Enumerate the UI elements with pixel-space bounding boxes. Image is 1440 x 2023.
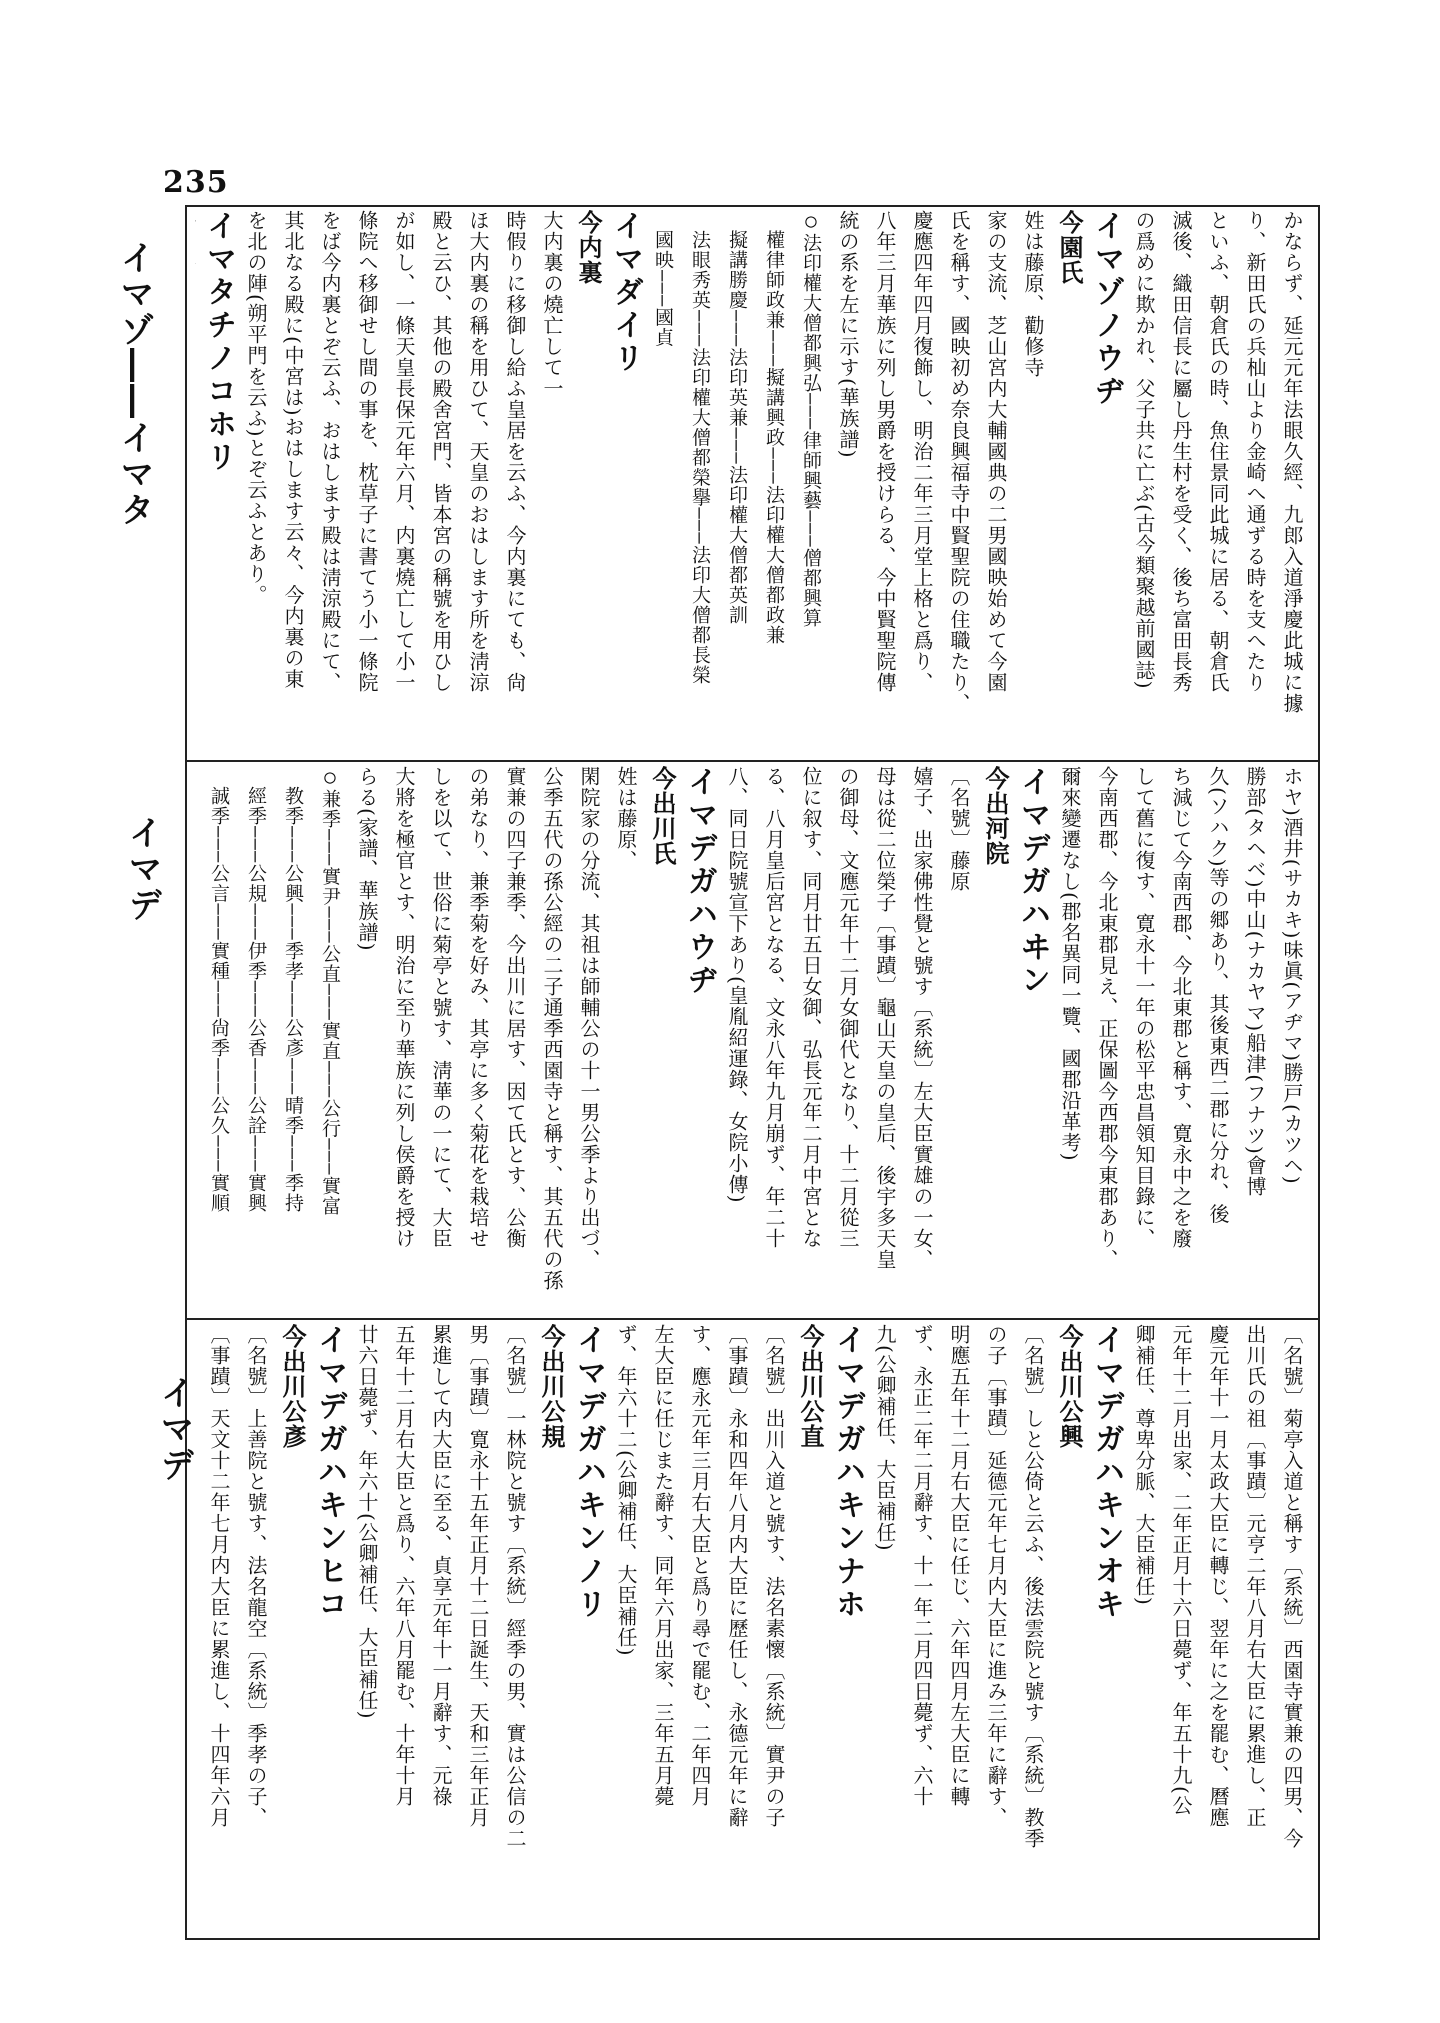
text-line: 大内裏の燒亡して一 — [540, 210, 564, 399]
genealogy-line: 誠季―――公言―――實種―――尙季―――公久―――實順 — [208, 766, 230, 1213]
text-line: 位に叙す、同月廿五日女御、弘長元年二月中宮とな — [799, 766, 823, 1249]
dictionary-entry — [348, 1324, 607, 1934]
entry-headword: イマデガハキンノリ — [571, 1324, 606, 1621]
entry-headword: イマゾノウヂ — [1089, 210, 1124, 408]
genealogy-line: ○兼季―――實尹―――公直―――實直―――公行―――實富 — [319, 766, 341, 1216]
text-line: 〔名號〕しと公倚と云ふ、後法雲院と號す〔系統〕教季 — [1021, 1324, 1045, 1849]
text-line: 男〔事蹟〕寛永十五年正月十二日誕生、天和三年正月 — [466, 1324, 490, 1828]
genealogy-line: ○法印權大僧都興弘―――律師興藝―――僧都興算 — [800, 210, 822, 628]
entry-headword: イマデガハキンヒコ — [312, 1324, 347, 1621]
text-line: 〔名號〕上善院と號す、法名龍空〔系統〕季孝の子、 — [244, 1324, 268, 1828]
text-line: る、八月皇后宮となる、文永八年九月崩ず、年二十 — [762, 766, 786, 1249]
text-line: 公季五代の孫公經の二子通季西園寺と稱す、其五代の孫 — [540, 766, 564, 1291]
text-line: 勝部(タヘベ)中山(ナカヤマ)船津(フナツ)會博 — [1243, 766, 1267, 1197]
text-line: 〔名號〕一林院と號す〔系統〕經季の男、實は公信の二 — [503, 1324, 527, 1849]
text-line: 〔名號〕菊亭入道と稱す〔系統〕西園寺實兼の四男、今 — [1280, 1324, 1304, 1849]
entry-kanji-title: 今出河院 — [981, 766, 1010, 866]
text-line: 實兼の四子兼季、今出川に居す、因て氏とす、公衡 — [503, 766, 527, 1249]
genealogy-line: 經季―――公規―――伊季―――公香―――公詮―――實興 — [245, 766, 267, 1213]
text-line: り、新田氏の兵杣山より金崎へ通ずる時を支へたり — [1243, 210, 1267, 693]
text-band-middle — [195, 766, 1310, 1312]
column-index-1: イマゾ――イマタ — [114, 240, 154, 528]
genealogy-line: 國映―――國貞 — [652, 210, 674, 348]
text-line: 八、同日院號宣下あり(皇胤紹運錄、女院小傳) — [725, 766, 749, 1204]
text-line: 卿補任、尊卑分脈、大臣補任) — [1132, 1324, 1156, 1606]
text-line: ち減じて今南西郡、今北東郡と稱す、寛永中之を廢 — [1169, 766, 1193, 1249]
text-line: の御母、文應元年十二月女御代となり、十二月從三 — [836, 766, 860, 1249]
text-line: ホヤ)酒井(サカキ)味眞(アヂマ)勝戸(カツヘ) — [1280, 766, 1304, 1185]
text-line: 氏を稱す、國映初め奈良興福寺中賢聖院の住職たり、 — [947, 210, 971, 714]
entry-kanji-title: 今出川公直 — [796, 1324, 825, 1449]
text-band-bottom — [195, 1324, 1310, 1934]
text-line: をば今内裏とぞ云ふ、おはします殿は淸涼殿にて、 — [318, 210, 342, 693]
text-line: ほ大内裏の稱を用ひて、天皇のおはします所を淸涼 — [466, 210, 490, 693]
dictionary-entry — [644, 210, 1125, 755]
entry-headword: イマデガハウヂ — [682, 766, 717, 997]
text-line: 滅後、織田信長に屬し丹生村を受く、後ち富田長秀 — [1169, 210, 1193, 693]
text-line: 其北なる殿に(中宮は)おはします云々、今内裏の東 — [281, 210, 305, 690]
entry-headword: イマデガハキンオキ — [1089, 1324, 1124, 1621]
column-index-3: イマデ — [154, 1375, 194, 1483]
text-line: 慶元年十一月太政大臣に轉じ、翌年に之を罷む、曆應 — [1206, 1324, 1230, 1828]
entry-kanji-title: 今内裏 — [574, 210, 603, 285]
text-line: ず、年六十二(公卿補任、大臣補任) — [614, 1324, 638, 1657]
dictionary-entry — [607, 1324, 866, 1934]
text-line — [195, 1324, 200, 1934]
text-line: 出川氏の祖〔事蹟〕元亨二年八月右大臣に累進し、正 — [1243, 1324, 1267, 1828]
genealogy-line: 教季―――公興―――季孝―――公彥―――晴季―――季持 — [282, 766, 304, 1213]
text-line: 〔名號〕出川入道と號す、法名素懷〔系統〕實尹の子 — [762, 1324, 786, 1828]
dictionary-entry — [195, 210, 237, 755]
band-divider-2 — [185, 1318, 1320, 1320]
dictionary-entry — [718, 766, 1051, 1312]
text-line: す、應永元年三月右大臣と爲り尋で罷む、二年四月 — [688, 1324, 712, 1807]
text-line: 〔事蹟〕永和四年八月内大臣に歷任し、永德元年に辭 — [725, 1324, 749, 1828]
text-line: 姓は藤原、勸修寺 — [1021, 210, 1045, 378]
text-line: 閑院家の分流、其祖は師輔公の十一男公季より出づ、 — [577, 766, 601, 1270]
text-line: らる(家譜、華族譜) — [355, 766, 379, 952]
dictionary-entry — [237, 210, 644, 755]
text-line: して舊に復す、寛永十一年の松平忠昌領知目錄に、 — [1132, 766, 1156, 1249]
text-line: 九(公卿補任、大臣補任) — [873, 1324, 897, 1552]
entry-headword: イマデガハヰン — [1015, 766, 1050, 997]
text-line: 廿六日薨ず、年六十(公卿補任、大臣補任) — [355, 1324, 379, 1720]
dictionary-entry — [1125, 1324, 1310, 1934]
entry-kanji-title: 今出川公彥 — [278, 1324, 307, 1449]
dictionary-entry — [1125, 210, 1310, 755]
dictionary-entry — [195, 1324, 348, 1934]
text-line: 〔名號〕藤原 — [947, 766, 971, 892]
text-line: 元年十二月出家、二年正月十六日薨ず、年五十九(公 — [1169, 1324, 1193, 1816]
text-line: 姓は藤原、 — [614, 766, 638, 871]
text-line: 今南西郡、今北東郡見え、正保圖今西郡今東郡あり、 — [1095, 766, 1119, 1270]
text-line: 八年三月華族に列し男爵を授けらる、今中賢聖院傳 — [873, 210, 897, 693]
dictionary-entry — [195, 766, 718, 1312]
text-line: といふ、朝倉氏の時、魚住景同此城に居る、朝倉氏 — [1206, 210, 1230, 693]
text-line: 母は從二位榮子〔事蹟〕龜山天皇の皇后、後宇多天皇 — [873, 766, 897, 1270]
text-line: の子〔事蹟〕延德元年七月内大臣に進み三年に辭す、 — [984, 1324, 1008, 1828]
text-line: 明應五年十二月右大臣に任じ、六年四月左大臣に轉 — [947, 1324, 971, 1807]
text-line: 慶應四年四月復飾し、明治二年三月堂上格と爲り、 — [910, 210, 934, 693]
text-line: 大將を極官とす、明治に至り華族に列し侯爵を授け — [392, 766, 416, 1249]
text-line: しを以て、世俗に菊亭と號す、淸華の一にて、大臣 — [429, 766, 453, 1249]
text-line: 嬉子、出家佛性覺と號す〔系統〕左大臣實雄の一女、 — [910, 766, 934, 1270]
text-line: を北の陣(朔平門を云ふ)とぞ云ふとあり。 — [244, 210, 268, 606]
text-line: 久(ソハク)等の郷あり、其後東西二郡に分れ、後 — [1206, 766, 1230, 1225]
text-band-top — [195, 210, 1310, 755]
genealogy-line: 擬講勝慶―――法印英兼―――法印權大僧都英訓 — [726, 210, 748, 625]
dictionary-entry — [866, 1324, 1125, 1934]
entry-headword: イマダイリ — [608, 210, 643, 375]
text-line: の弟なり、兼季菊を好み、其亭に多く菊花を栽培せ — [466, 766, 490, 1249]
band-divider-1 — [185, 760, 1320, 762]
text-line: 條院へ移御せし間の事を、枕草子に書てう小一條院 — [355, 210, 379, 693]
text-line: 家の支流、芝山宮内大輔國典の二男國映始めて今園 — [984, 210, 1008, 693]
page-number: 235 — [163, 165, 229, 200]
entry-kanji-title: 今出川氏 — [648, 766, 677, 866]
dictionary-entry — [1051, 766, 1310, 1312]
entry-kanji-title: 今出川公規 — [537, 1324, 566, 1449]
genealogy-line: 權律師政兼―――擬講興政―――法印權大僧都政兼 — [763, 210, 785, 645]
text-line: 殿と云ひ、其他の殿舍宮門、皆本宮の稱號を用ひし — [429, 210, 453, 693]
column-index-2: イマデ — [122, 815, 162, 923]
text-line: の爲めに欺かれ、父子共に亡ぶ(古今類聚越前國誌) — [1132, 210, 1156, 690]
entry-headword: イマタチノコホリ — [201, 210, 236, 474]
entry-kanji-title: 今園氏 — [1055, 210, 1084, 285]
text-line: 爾來變遷なし(郡名異同一覽、國郡沿革考) — [1058, 766, 1082, 1162]
text-line: かならず、延元元年法眼久經、九郎入道淨慶此城に據 — [1280, 210, 1304, 714]
text-line: 時假りに移御し給ふ皇居を云ふ、今内裏にても、尙 — [503, 210, 527, 693]
text-line: 統の系を左に示す(華族譜) — [836, 210, 860, 459]
text-line: 累進して内大臣に至る、貞享元年十一月辭す、元祿 — [429, 1324, 453, 1807]
entry-headword: イマデガハキンナホ — [830, 1324, 865, 1621]
text-line: 五年十二月右大臣と爲り、六年八月罷む、十年十月 — [392, 1324, 416, 1807]
entry-kanji-title: 今出川公興 — [1055, 1324, 1084, 1449]
text-line: 左大臣に任じまた辭す、同年六月出家、三年五月薨 — [651, 1324, 675, 1807]
genealogy-line: 法眼秀英―――法印權大僧都榮擧―――法印大僧都長榮 — [689, 210, 711, 685]
text-line: ず、永正二年二月辭す、十一年二月四日薨ず、六十 — [910, 1324, 934, 1807]
text-line: が如し、一條天皇長保元年六月、内裏燒亡して小一 — [392, 210, 416, 693]
text-line: 〔事蹟〕天文十二年七月内大臣に累進し、十四年六月 — [207, 1324, 231, 1828]
